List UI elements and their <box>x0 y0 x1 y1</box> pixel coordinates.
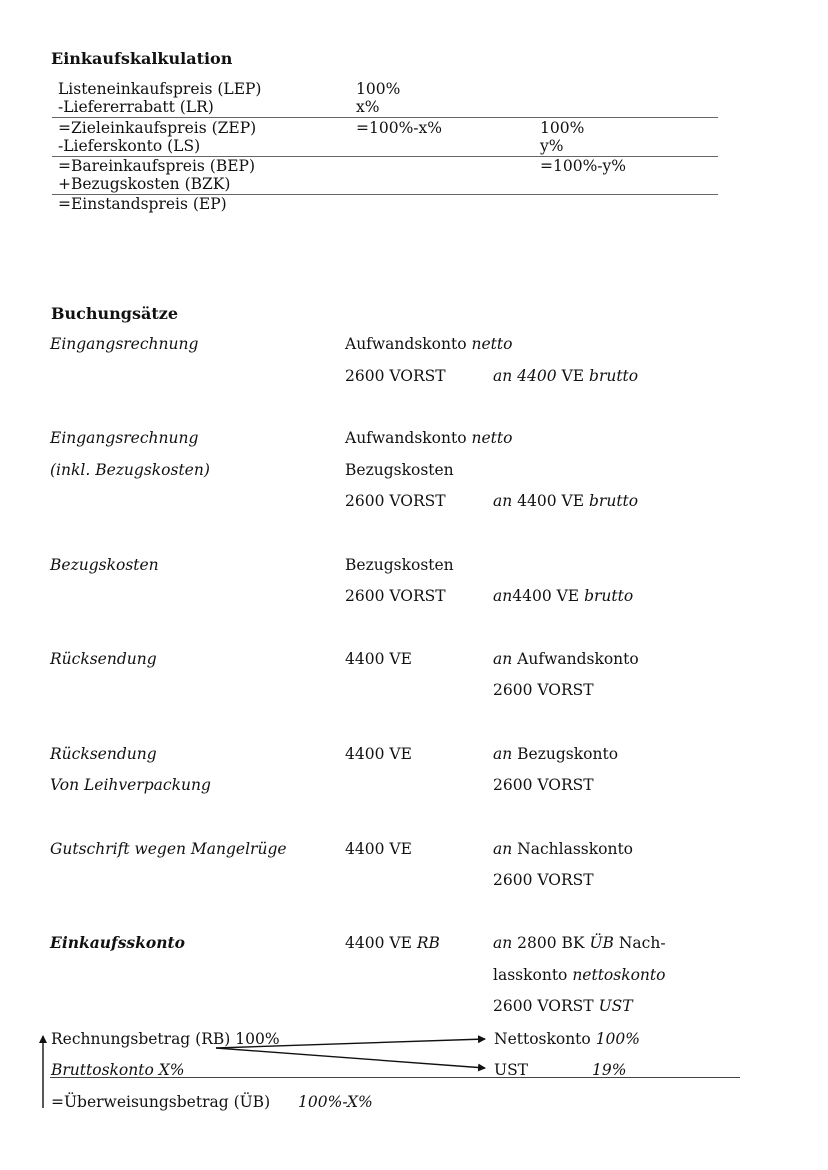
entry-debit: 4400 VE <box>345 840 412 858</box>
entry-credit: an Aufwandskonto <box>493 650 639 668</box>
entry-credit: an 4400 VE brutto <box>493 492 639 510</box>
entry-credit: an Nachlasskonto <box>493 840 634 858</box>
entry-label: Einkaufsskonto <box>50 933 185 952</box>
row-lep-label: Listeneinkaufspreis (LEP) <box>58 80 262 98</box>
entry-debit: 4400 VE <box>345 745 412 763</box>
entry-label: Von Leihverpackung <box>50 776 211 794</box>
ueb-label: =Überweisungsbetrag (ÜB) <box>51 1093 271 1111</box>
entry-credit: 2600 VORST <box>493 681 594 699</box>
row-lr-pct: x% <box>356 98 380 116</box>
ueb-pct: 100%-X% <box>298 1093 373 1111</box>
entry-credit: an 4400 VE brutto <box>493 367 639 385</box>
nettoskonto-label: Nettoskonto 100% <box>494 1030 641 1048</box>
entry-label: Bezugskosten <box>50 556 159 574</box>
row-ep-label: =Einstandspreis (EP) <box>58 195 227 213</box>
entry-label: Eingangsrechnung <box>50 429 199 447</box>
entry-label: Rücksendung <box>50 650 157 668</box>
row-bzk-label: +Bezugskosten (BZK) <box>58 175 231 193</box>
entry-label: (inkl. Bezugskosten) <box>50 461 210 479</box>
entry-debit: 2600 VORST <box>345 492 446 510</box>
entry-debit: Bezugskosten <box>345 556 454 574</box>
row-lr-label: -Liefererrabatt (LR) <box>58 98 214 116</box>
entry-debit: Aufwandskonto netto <box>345 335 513 353</box>
row-ls-label: -Lieferskonto (LS) <box>58 137 201 155</box>
entry-credit: an Bezugskonto <box>493 745 619 763</box>
entry-debit: 4400 VE RB <box>345 934 440 952</box>
row-zep-label: =Zieleinkaufspreis (ZEP) <box>58 119 257 137</box>
entry-debit: 4400 VE <box>345 650 412 668</box>
entry-credit: an 2800 BK ÜB Nach- <box>493 934 666 952</box>
entry-credit: 2600 VORST UST <box>493 997 633 1015</box>
entry-debit: 2600 VORST <box>345 587 446 605</box>
entry-label: Rücksendung <box>50 745 157 763</box>
entry-label: Eingangsrechnung <box>50 335 199 353</box>
rb-label: Rechnungsbetrag (RB) 100% <box>51 1030 280 1048</box>
ust-pct: 19% <box>592 1061 627 1079</box>
row-lep-pct: 100% <box>356 80 401 98</box>
row-bep-label: =Bareinkaufspreis (BEP) <box>58 157 256 175</box>
entry-debit: Bezugskosten <box>345 461 454 479</box>
row-bep-pct2: =100%-y% <box>540 157 627 175</box>
row-zep-pct2: 100% <box>540 119 585 137</box>
entry-label: Gutschrift wegen Mangelrüge <box>50 840 287 858</box>
entry-debit: 2600 VORST <box>345 367 446 385</box>
entry-credit: lasskonto nettoskonto <box>493 966 666 984</box>
entry-credit: 2600 VORST <box>493 871 594 889</box>
arrow-to-ust <box>216 1048 485 1068</box>
row-zep-pct: =100%-x% <box>356 119 443 137</box>
entry-debit: Aufwandskonto netto <box>345 429 513 447</box>
bruttoskonto-label: Bruttoskonto X% <box>51 1061 185 1079</box>
ust-label: UST <box>494 1061 529 1079</box>
kalkulation-heading: Einkaufskalkulation <box>51 49 233 68</box>
divider <box>50 1077 740 1078</box>
row-ls-pct2: y% <box>540 137 564 155</box>
entry-credit: an4400 VE brutto <box>493 587 634 605</box>
entry-credit: 2600 VORST <box>493 776 594 794</box>
buchung-heading: Buchungsätze <box>51 304 179 323</box>
